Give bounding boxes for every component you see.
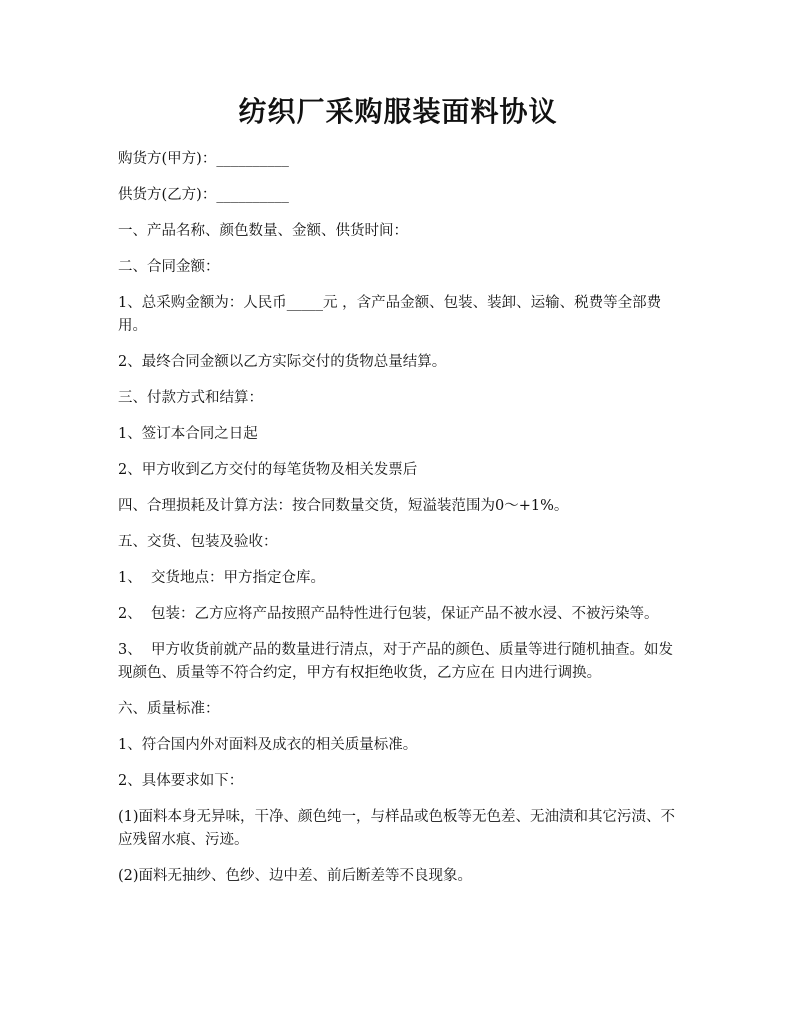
paragraph: 2、甲方收到乙方交付的每笔货物及相关发票后: [118, 462, 418, 478]
supplier-line: 供货方(乙方)：__________: [118, 187, 289, 203]
section-heading: 一、产品名称、颜色数量、金额、供货时间：: [118, 223, 408, 239]
paragraph: 1、 交货地点：甲方指定仓库。: [118, 570, 325, 586]
section-heading: 二、合同金额：: [118, 259, 220, 275]
paragraph: (1)面料本身无异味，干净、颜色纯一，与样品或色板等无色差、无油渍和其它污渍、不应残留水痕、污迹。: [118, 809, 676, 848]
document-title: 纺织厂采购服装面料协议: [238, 95, 558, 128]
buyer-line: 购货方(甲方)：__________: [118, 151, 289, 167]
section-heading: 六、质量标准：: [118, 701, 220, 717]
paragraph: 1、签订本合同之日起: [118, 426, 258, 442]
document-body: [118, 148, 678, 901]
paragraph: 1、符合国内外对面料及成衣的相关质量标准。: [118, 737, 418, 753]
paragraph: 2、最终合同金额以乙方实际交付的货物总量结算。: [118, 354, 447, 370]
paragraph: 2、具体要求如下：: [118, 773, 244, 789]
paragraph: (2)面料无抽纱、色纱、边中差、前后断差等不良现象。: [118, 868, 473, 884]
section-heading: 三、付款方式和结算：: [118, 390, 263, 406]
section-heading: 五、交货、包装及验收：: [118, 534, 278, 550]
paragraph: 1、总采购金额为：人民币_____元 ，含产品金额、包装、装卸、运输、税费等全部费用。: [118, 295, 662, 334]
paragraph: 3、 甲方收货前就产品的数量进行清点，对于产品的颜色、质量等进行随机抽查。如发现颜色、质量等不符合约定，甲方有权拒绝收货，乙方应在 日内进行调换。: [118, 642, 673, 681]
section-heading: 四、合理损耗及计算方法：按合同数量交货，短溢装范围为0～+1%。: [118, 498, 569, 514]
paragraph: 2、 包装：乙方应将产品按照产品特性进行包装，保证产品不被水浸、不被污染等。: [118, 606, 659, 622]
